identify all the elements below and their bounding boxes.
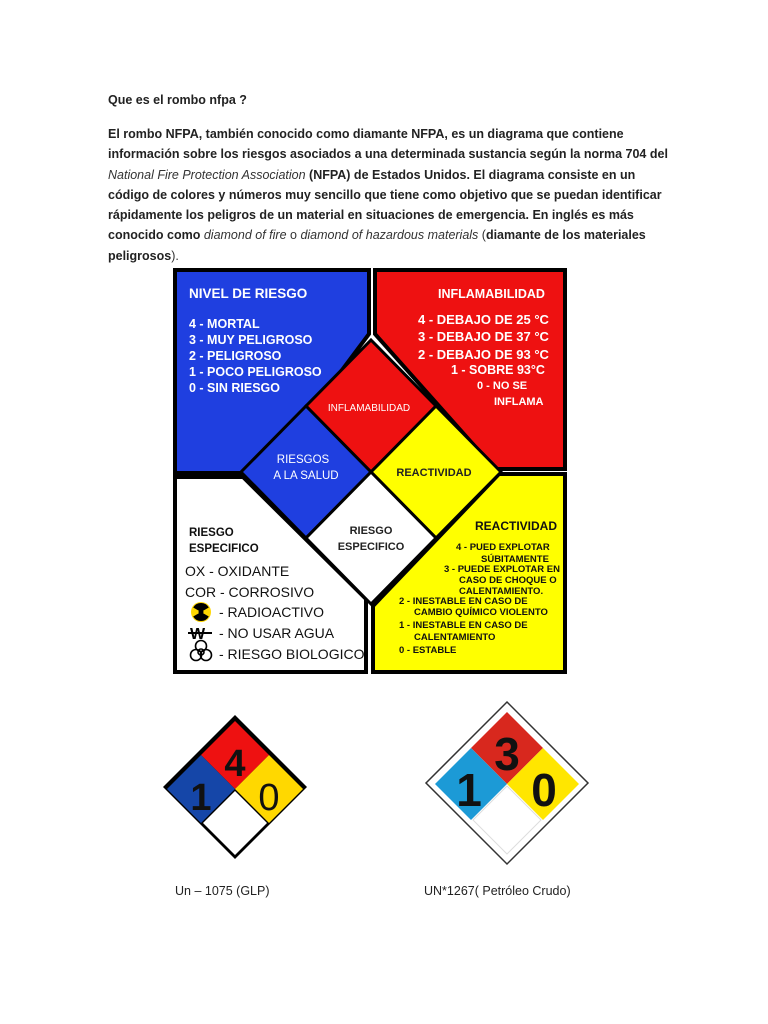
ex1-fire-number: 4	[224, 743, 246, 785]
svg-text:W: W	[190, 626, 206, 643]
yellow-item: 3 - PUEDE EXPLOTAR EN	[444, 564, 560, 575]
norm-number: 704	[625, 147, 647, 162]
center-especifico-label-2: ESPECIFICO	[337, 541, 405, 553]
intro-paragraph	[108, 124, 668, 266]
term-diamond-hazardous: diamond of hazardous materials	[300, 228, 479, 243]
center-reactividad-label: REACTIVIDAD	[396, 467, 472, 479]
yellow-item: 4 - PUED EXPLOTAR	[456, 542, 550, 553]
ex2-health-number: 1	[456, 764, 482, 816]
intro-del: del	[646, 147, 668, 162]
ex1-health-number: 1	[190, 777, 212, 819]
radioactive-icon	[191, 602, 211, 622]
intro-text-1: El rombo NFPA, también conocido como diamante NFPA, es un diagrama que contiene información sobre los riesgos asociados a una determinada sustancia según la norma	[108, 127, 624, 162]
yellow-item: CALENTAMIENTO.	[459, 586, 544, 597]
red-item: 3 - DEBAJO DE 37 °C	[418, 329, 549, 344]
center-salud-label-1: RIESGOS	[276, 454, 330, 466]
ex2-reactivity-number: 0	[531, 764, 557, 816]
center-especifico-label-1: RIESGO	[349, 525, 393, 537]
spanish-name: diamante de los materiales peligrosos	[108, 228, 646, 263]
ex1-reactivity-number: 0	[258, 777, 280, 819]
center-inflamabilidad-label: INFLAMABILIDAD	[327, 403, 411, 414]
association-name: National Fire Protection Association	[108, 167, 306, 182]
nfpa-abbr: NFPA	[313, 167, 347, 182]
blue-item: 3 - MUY PELIGROSO	[189, 333, 313, 347]
example-caption-glp: Un – 1075 (GLP)	[175, 884, 270, 898]
bio-label: - RIESGO BIOLOGICO	[219, 646, 365, 662]
yellow-title: REACTIVIDAD	[475, 519, 558, 533]
term-diamond-fire: diamond of fire	[203, 228, 287, 243]
cor-label: COR - CORROSIVO	[185, 584, 315, 600]
red-item: 1 - SOBRE 93°C	[451, 363, 545, 377]
yellow-item: CASO DE CHOQUE O	[459, 575, 557, 586]
intro-text-2b: ) de Estados Unidos. El diagrama consiste en un código de colores y números muy sencillo que tiene como objetivo que se puedan identificar rápidamente los peligros de un material en situaciones de emergencia. En inglés es más conocido como	[108, 167, 662, 243]
ox-label: OX - OXIDANTE	[185, 563, 290, 579]
intro-text-2a: (	[305, 167, 314, 182]
blue-item: 1 - POCO PELIGROSO	[189, 365, 322, 379]
yellow-item: 1 - INESTABLE EN CASO DE	[399, 620, 528, 631]
blue-item: 4 - MORTAL	[189, 317, 260, 331]
example-caption-petroleo: UN*1267( Petróleo Crudo)	[424, 884, 571, 898]
red-item: 2 - DEBAJO DE 93 °C	[418, 347, 549, 362]
intro-text-3b: ).	[171, 248, 179, 263]
white-title-1: RIESGO	[189, 527, 234, 539]
example-diamond-petroleo	[424, 700, 590, 866]
white-title-2: ESPECIFICO	[189, 543, 259, 555]
red-item: 4 - DEBAJO DE 25 °C	[418, 312, 549, 327]
yellow-item: CALENTAMIENTO	[414, 632, 496, 643]
red-item: 0 - NO SE	[477, 380, 528, 392]
blue-item: 0 - SIN RIESGO	[189, 381, 280, 395]
center-salud-label-2: A LA SALUD	[273, 470, 339, 482]
example-diamond-glp	[160, 712, 310, 862]
intro-text-3a: (	[478, 228, 486, 243]
page-title: Que es el rombo nfpa ?	[108, 93, 247, 107]
yellow-item: SÚBITAMENTE	[481, 554, 549, 565]
red-item: INFLAMA	[494, 396, 544, 408]
blue-title: NIVEL DE RIESGO	[189, 286, 308, 301]
nfpa-explanation-diagram	[171, 266, 569, 676]
radio-label: - RADIOACTIVO	[219, 604, 325, 620]
intro-o: o	[286, 228, 301, 243]
agua-label: - NO USAR AGUA	[219, 625, 335, 641]
blue-item: 2 - PELIGROSO	[189, 349, 282, 363]
yellow-item: 2 - INESTABLE EN CASO DE	[399, 596, 528, 607]
yellow-item: CAMBIO QUÍMICO VIOLENTO	[414, 607, 548, 618]
red-title: INFLAMABILIDAD	[438, 287, 545, 301]
ex2-fire-number: 3	[494, 728, 520, 780]
yellow-item: 0 - ESTABLE	[399, 645, 457, 656]
